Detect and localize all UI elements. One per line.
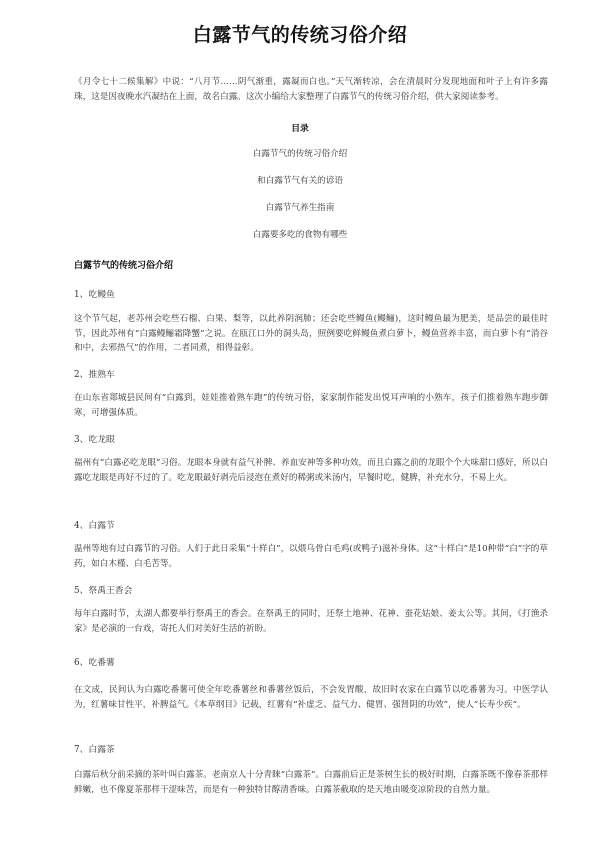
toc-title: 目录 <box>291 124 309 134</box>
custom-paragraph: 福州有“白露必吃龙眼”习俗。龙眼本身就有益气补脾、养血安神等多种功效，而且白露之前的龙眼个个大味甜口感好，所以白露吃龙眼是再好不过的了。吃龙眼最好剥壳后浸泡在煮好的稀粥或米汤内，早餐时吃，健脾，补充水分，不易上火。 <box>74 458 548 483</box>
custom-paragraph: 在文成，民间认为白露吃番薯可使全年吃番薯丝和番薯丝饭后，不会发胃酸，故旧时农家在白露节以吃番薯为习。中医学认为，红薯味甘性平，补脾益气。《本草纲目》记载，红薯有“补虚乏、益气力、健胃、强肾阴的功效”，使人“长寿少疾”。 <box>74 685 548 710</box>
toc-item[interactable]: 白露要多吃的食物有哪些 <box>252 230 348 240</box>
custom-heading: 5、祭禹王香会 <box>74 586 133 596</box>
custom-paragraph: 白露后秋分前采摘的茶叶叫白露茶。老南京人十分青睐“白露茶”。白露前后正是茶树生长的极好时期，白露茶既不像春茶那样鲜嫩，也不像夏茶那样干涩味苦，而是有一种独特甘醇清香味。白露茶截取的是天地由暖变凉阶段的自然力量。 <box>74 770 548 795</box>
custom-heading: 3、吃龙眼 <box>74 435 115 445</box>
custom-heading: 7、白露茶 <box>74 745 115 755</box>
section-title: 白露节气的传统习俗介绍 <box>74 261 174 271</box>
intro-paragraph: 《月令七十二候集解》中说：“八月节……阴气渐重，露凝而白也。”天气渐转凉，会在清晨时分发现地面和叶子上有许多露珠，这是因夜晚水汽凝结在上面，故名白露。这次小编给大家整理了白露节气的传统习俗介绍，供大家阅读参考。 <box>74 77 548 102</box>
custom-heading: 4、白露节 <box>74 521 115 531</box>
toc-item[interactable]: 和白露节气有关的谚语 <box>257 176 343 186</box>
custom-paragraph: 这个节气起，老苏州会吃些石榴、白果、梨等，以此养阴润肺；还会吃些鳗鱼(鳗鲡)，这时鳗鱼最为肥美，是品尝的最佳时节，因此苏州有“白露鳗鲡霜降蟹”之说。在瓯江口外的洞头岛，照例要吃鲜鳗鱼煮白萝卜，鳗鱼营养丰富，而白萝卜有“消谷和中，去邪热气”的作用，二者同煮，相得益彰。 <box>74 314 548 353</box>
toc-item[interactable]: 白露节气养生指南 <box>265 203 335 213</box>
toc-item[interactable]: 白露节气的传统习俗介绍 <box>252 149 348 159</box>
custom-paragraph: 每年白露时节，太湖人都要举行祭禹王的香会。在祭禹王的同时，还祭土地神、花神、蚕花姑娘、姜太公等。其间，《打渔杀家》是必演的一台戏，寄托人们对美好生活的祈盼。 <box>74 609 548 634</box>
page-title: 白露节气的传统习俗介绍 <box>192 24 408 46</box>
custom-heading: 1、吃鳗鱼 <box>74 290 115 300</box>
custom-paragraph: 温州等地有过白露节的习俗。人们于此日采集“十样白”，以煨乌骨白毛鸡(或鸭子)滋补身体。这“十样白”是10种带“白”字的草药，如白木槿、白毛苦等。 <box>74 544 548 569</box>
custom-heading: 2、推熟车 <box>74 370 115 380</box>
custom-paragraph: 在山东省郯城县民间有“白露到，娃娃推着熟车跑”的传统习俗，家家制作能发出悦耳声响的小熟车，孩子们推着熟车跑步御寒，可增强体质。 <box>74 393 548 418</box>
custom-heading: 6、吃番薯 <box>74 658 115 668</box>
